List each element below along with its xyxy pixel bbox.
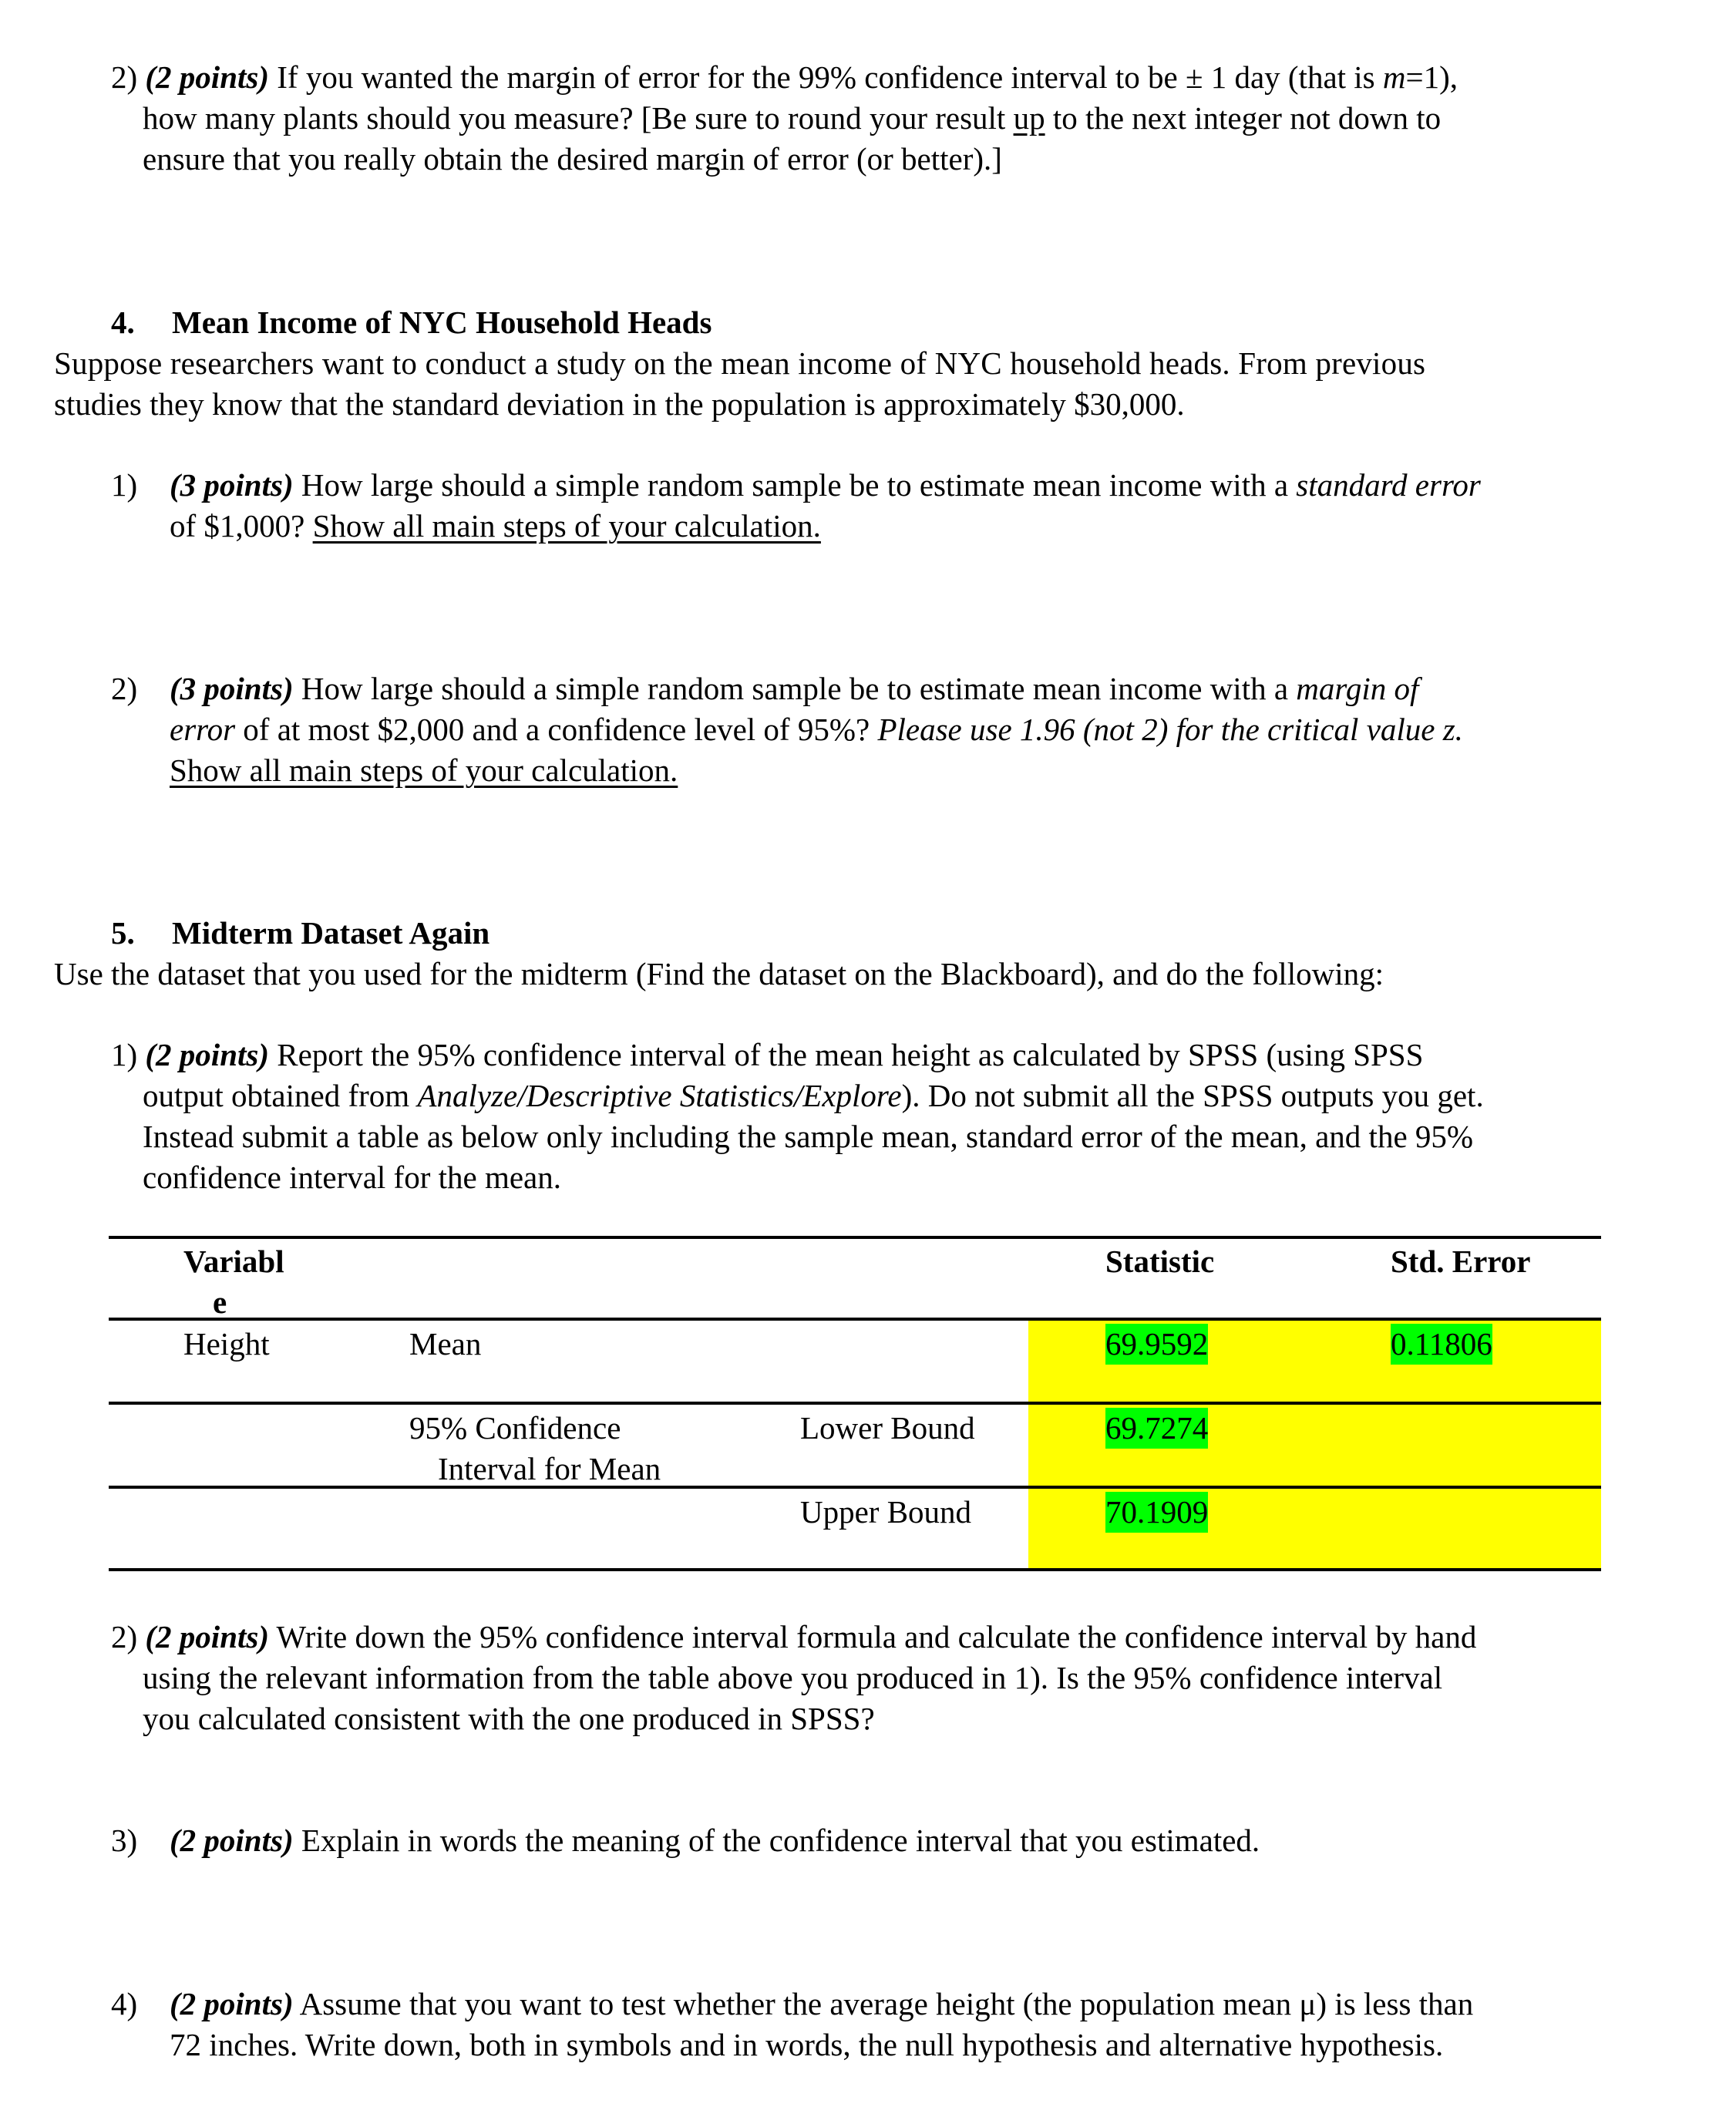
section5-q2-line1: [111, 1617, 1476, 1658]
table-row-rule: [109, 1402, 1601, 1405]
section4-q2-points: (3 points): [170, 671, 294, 706]
section5-intro: Use the dataset that you used for the midterm (Find the dataset on the Blackboard), and do the following:: [54, 956, 1384, 991]
q3-part2-text: If you wanted the margin of error for the 99% confidence interval to be ± 1 day (that is: [269, 59, 1383, 95]
section4-q1-line2: [170, 506, 821, 547]
q3-part2-number: 2): [111, 59, 138, 95]
header-variable-wrap: e: [213, 1284, 227, 1320]
section5-q2-points: (2 points): [145, 1619, 270, 1654]
section5-q1-line4: confidence interval for the mean.: [143, 1160, 561, 1195]
section4-q2-number: 2): [111, 671, 138, 706]
margin-of-term: margin of: [1296, 671, 1419, 706]
cell-measure: Mean: [409, 1326, 482, 1362]
section5-number: 5.: [111, 915, 135, 951]
cell-statistic: 70.1909: [1105, 1492, 1208, 1533]
cell-std-error: 0.11806: [1391, 1324, 1492, 1365]
margin-variable: m: [1382, 59, 1406, 95]
q3-part2-points: (2 points): [145, 59, 270, 95]
section5-q1-line3: Instead submit a table as below only including the sample mean, standard error of the mean, and the 95%: [143, 1119, 1474, 1154]
error-term: error: [170, 712, 236, 747]
section5-q4-line2: 72 inches. Write down, both in symbols and in words, the null hypothesis and alternative hypothesis.: [170, 2027, 1444, 2062]
section5-q3-text: Explain in words the meaning of the confidence interval that you estimated.: [293, 1823, 1260, 1858]
section4-q1-points: (3 points): [170, 467, 294, 503]
section4-intro-line1: Suppose researchers want to conduct a study on the mean income of NYC household heads. From previous: [54, 345, 1426, 381]
section4-q2-show-steps: Show all main steps of your calculation.: [170, 752, 678, 788]
section4-intro-line2: studies they know that the standard deviation in the population is approximately $30,000.: [54, 386, 1185, 422]
q3-part2-line2: [143, 98, 1441, 139]
section5-q1-points: (2 points): [145, 1037, 270, 1072]
header-statistic: Statistic: [1105, 1244, 1215, 1279]
show-steps-instruction: Show all main steps of your calculation.: [312, 508, 821, 544]
section5-q4-points: (2 points): [170, 1986, 294, 2021]
section5-q1-line2: [143, 1075, 1484, 1116]
section4-q1-line2-text: of $1,000?: [170, 508, 313, 544]
section5-q4-line1: [111, 1984, 1474, 2025]
section4-q1-number: 1): [111, 467, 138, 503]
cell-measure: 95% Confidence: [409, 1410, 621, 1446]
cell-bound: Lower Bound: [800, 1410, 975, 1446]
table-header-rule: [109, 1318, 1601, 1321]
table-top-rule: [109, 1236, 1601, 1239]
cell-measure-wrap: Interval for Mean: [438, 1451, 661, 1486]
section4-q2-line1: [111, 668, 1419, 709]
section5-title: Midterm Dataset Again: [172, 915, 490, 951]
section4-q2-text: How large should a simple random sample be to estimate mean income with a: [293, 671, 1297, 706]
header-std-error: Std. Error: [1391, 1244, 1531, 1279]
section5-q1-line1: [111, 1035, 1423, 1075]
section5-q4-number: 4): [111, 1986, 138, 2021]
section5-q1-number: 1): [111, 1037, 138, 1072]
section5-q2-line3: you calculated consistent with the one produced in SPSS?: [143, 1701, 875, 1736]
spss-menu-path: Analyze/Descriptive Statistics/Explore: [417, 1078, 902, 1113]
section4-q1-text: How large should a simple random sample be to estimate mean income with a: [293, 467, 1297, 503]
table-row-rule: [109, 1486, 1601, 1489]
table-bottom-rule: [109, 1568, 1601, 1571]
cell-variable: Height: [183, 1326, 270, 1362]
q3-part2-text-end: =1),: [1405, 59, 1458, 95]
section4-q2-line2: [170, 709, 1463, 750]
cell-bound: Upper Bound: [800, 1494, 972, 1530]
section5-heading: [111, 913, 490, 954]
section4-q2-line2-text: of at most $2,000 and a confidence level of 95%?: [235, 712, 878, 747]
underlined-up: up: [1013, 100, 1045, 136]
header-variable: Variabl: [183, 1244, 284, 1279]
section5-q2-text: Write down the 95% confidence interval formula and calculate the confidence interval by hand: [269, 1619, 1477, 1654]
section4-title: Mean Income of NYC Household Heads: [172, 305, 712, 340]
standard-error-term: standard error: [1296, 467, 1481, 503]
section5-q2-line2: using the relevant information from the table above you produced in 1). Is the 95% confidence interval: [143, 1660, 1443, 1695]
section4-q1-line1: [111, 465, 1481, 506]
section5-q1-text: Report the 95% confidence interval of the mean height as calculated by SPSS (using SPSS: [269, 1037, 1424, 1072]
cell-statistic: 69.9592: [1105, 1324, 1208, 1365]
section5-q1-line2-text: output obtained from: [143, 1078, 418, 1113]
critical-value-note: Please use 1.96 (not 2) for the critical value z.: [877, 712, 1463, 747]
q3-part2-line2-end: to the next integer not down to: [1045, 100, 1442, 136]
section4-number: 4.: [111, 305, 135, 340]
q3-part2-line2-text: how many plants should you measure? [Be sure to round your result: [143, 100, 1014, 136]
section5-q1-line2-end: ). Do not submit all the SPSS outputs you get.: [901, 1078, 1484, 1113]
section5-q3-number: 3): [111, 1823, 138, 1858]
q3-part2-line3: ensure that you really obtain the desired margin of error (or better).]: [143, 141, 1002, 177]
section4-heading: [111, 302, 712, 343]
section5-q3-line1: [111, 1820, 1260, 1861]
q3-part2-line1: [111, 57, 1458, 98]
cell-statistic: 69.7274: [1105, 1408, 1208, 1449]
section5-q2-number: 2): [111, 1619, 138, 1654]
section5-q4-text: Assume that you want to test whether the average height (the population mean μ) is less than: [293, 1986, 1474, 2021]
section5-q3-points: (2 points): [170, 1823, 294, 1858]
